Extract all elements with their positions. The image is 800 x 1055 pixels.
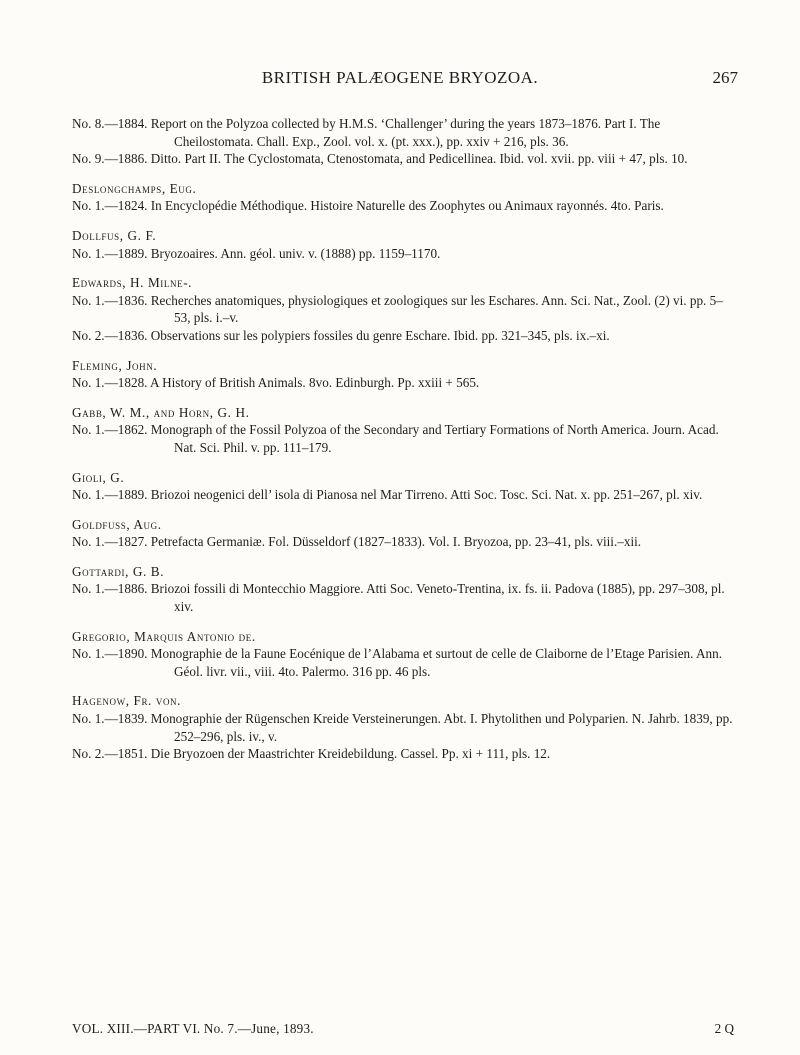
bibliography-block	[72, 227, 734, 262]
running-title: BRITISH PALÆOGENE BRYOZOA.	[261, 68, 539, 87]
bibliography-entry: No. 1.—1827. Petrefacta Germaniæ. Fol. Düsseldorf (1827–1833). Vol. I. Bryozoa, pp. 23–41, pls. viii.–xii.	[72, 534, 642, 550]
author-heading: Dollfus, G. F.	[72, 227, 157, 243]
bibliography-block	[72, 563, 734, 616]
author-heading: Goldfuss, Aug.	[72, 516, 162, 532]
bibliography-entry: No. 2.—1836. Observations sur les polypiers fossiles du genre Eschare. Ibid. pp. 321–345, pls. ix.–xi.	[72, 327, 610, 343]
author-heading: Gioli, G.	[72, 469, 125, 485]
bibliography-block	[72, 357, 734, 392]
bibliography-entry: No. 1.—1889. Bryozoaires. Ann. géol. univ. v. (1888) pp. 1159–1170.	[72, 245, 441, 261]
bibliography-entry: No. 1.—1886. Briozoi fossili di Montecchio Maggiore. Atti Soc. Veneto-Trentina, ix. fs. ii. Padova (1885), pp. 297–308, pl. xiv.	[72, 581, 725, 615]
bibliography-entry: No. 2.—1851. Die Bryozoen der Maastrichter Kreidebildung. Cassel. Pp. xi + 111, pls. 12.	[72, 746, 551, 762]
page-number: 267	[712, 68, 738, 87]
author-heading: Edwards, H. Milne-.	[72, 275, 193, 291]
author-heading: Deslongchamps, Eug.	[72, 180, 197, 196]
bibliography-block	[72, 628, 734, 681]
bibliography-entry: No. 1.—1839. Monographie der Rügenschen Kreide Versteinerungen. Abt. I. Phytolithen und Polyparien. N. Jahrb. 1839, pp. 252–296, pls. iv., v.	[72, 711, 733, 744]
running-head	[62, 68, 738, 94]
bibliography-block	[72, 469, 734, 504]
footer-signature-mark: 2 Q	[714, 1021, 734, 1036]
author-heading: Gregorio, Marquis Antonio de.	[72, 628, 256, 644]
footer	[72, 1021, 734, 1039]
bibliography-block	[72, 115, 734, 168]
bibliography-entry: No. 1.—1836. Recherches anatomiques, physiologiques et zoologiques sur les Eschares. Ann. Sci. Nat., Zool. (2) vi. pp. 5–53, pls. i.–v.	[72, 292, 723, 326]
bibliography-entry: No. 1.—1890. Monographie de la Faune Eocénique de l’Alabama et surtout de celle de Claiborne de l’Etage Parisien. Ann. Géol. livr. vii., viii. 4to. Palermo. 316 pp. 46 pls.	[72, 646, 723, 679]
bibliography-block	[72, 274, 734, 344]
author-heading: Gabb, W. M., and Horn, G. H.	[72, 404, 250, 420]
bibliography-list	[72, 115, 734, 763]
bibliography-entry: No. 8.—1884. Report on the Polyzoa collected by H.M.S. ‘Challenger’ during the years 1873–1876. Part I. The Cheilostomata. Chall. Exp., Zool. vol. x. (pt. xxx.), pp. xxiv + 216, pls. 36.	[72, 116, 661, 149]
bibliography-entry: No. 1.—1862. Monograph of the Fossil Polyzoa of the Secondary and Tertiary Formations of North America. Journ. Acad. Nat. Sci. Phil. v. pp. 111–179.	[72, 422, 719, 455]
author-heading: Hagenow, Fr. von.	[72, 693, 182, 709]
bibliography-entry: No. 1.—1824. In Encyclopédie Méthodique. Histoire Naturelle des Zoophytes ou Animaux rayonnés. 4to. Paris.	[72, 198, 664, 214]
author-heading: Fleming, John.	[72, 357, 158, 373]
bibliography-entry: No. 9.—1886. Ditto. Part II. The Cyclostomata, Ctenostomata, and Pedicellinea. Ibid. vol. xvii. pp. viii + 47, pls. 10.	[72, 151, 688, 167]
bibliography-block	[72, 692, 734, 762]
bibliography-block	[72, 404, 734, 457]
author-heading: Gottardi, G. B.	[72, 563, 165, 579]
footer-volume-info: VOL. XIII.—PART VI. No. 7.—June, 1893.	[72, 1021, 314, 1036]
bibliography-entry: No. 1.—1889. Briozoi neogenici dell’ isola di Pianosa nel Mar Tirreno. Atti Soc. Tosc. Sci. Nat. x. pp. 251–267, pl. xiv.	[72, 487, 703, 503]
bibliography-block	[72, 516, 734, 551]
bibliography-block	[72, 180, 734, 215]
bibliography-entry: No. 1.—1828. A History of British Animals. 8vo. Edinburgh. Pp. xxiii + 565.	[72, 375, 480, 391]
